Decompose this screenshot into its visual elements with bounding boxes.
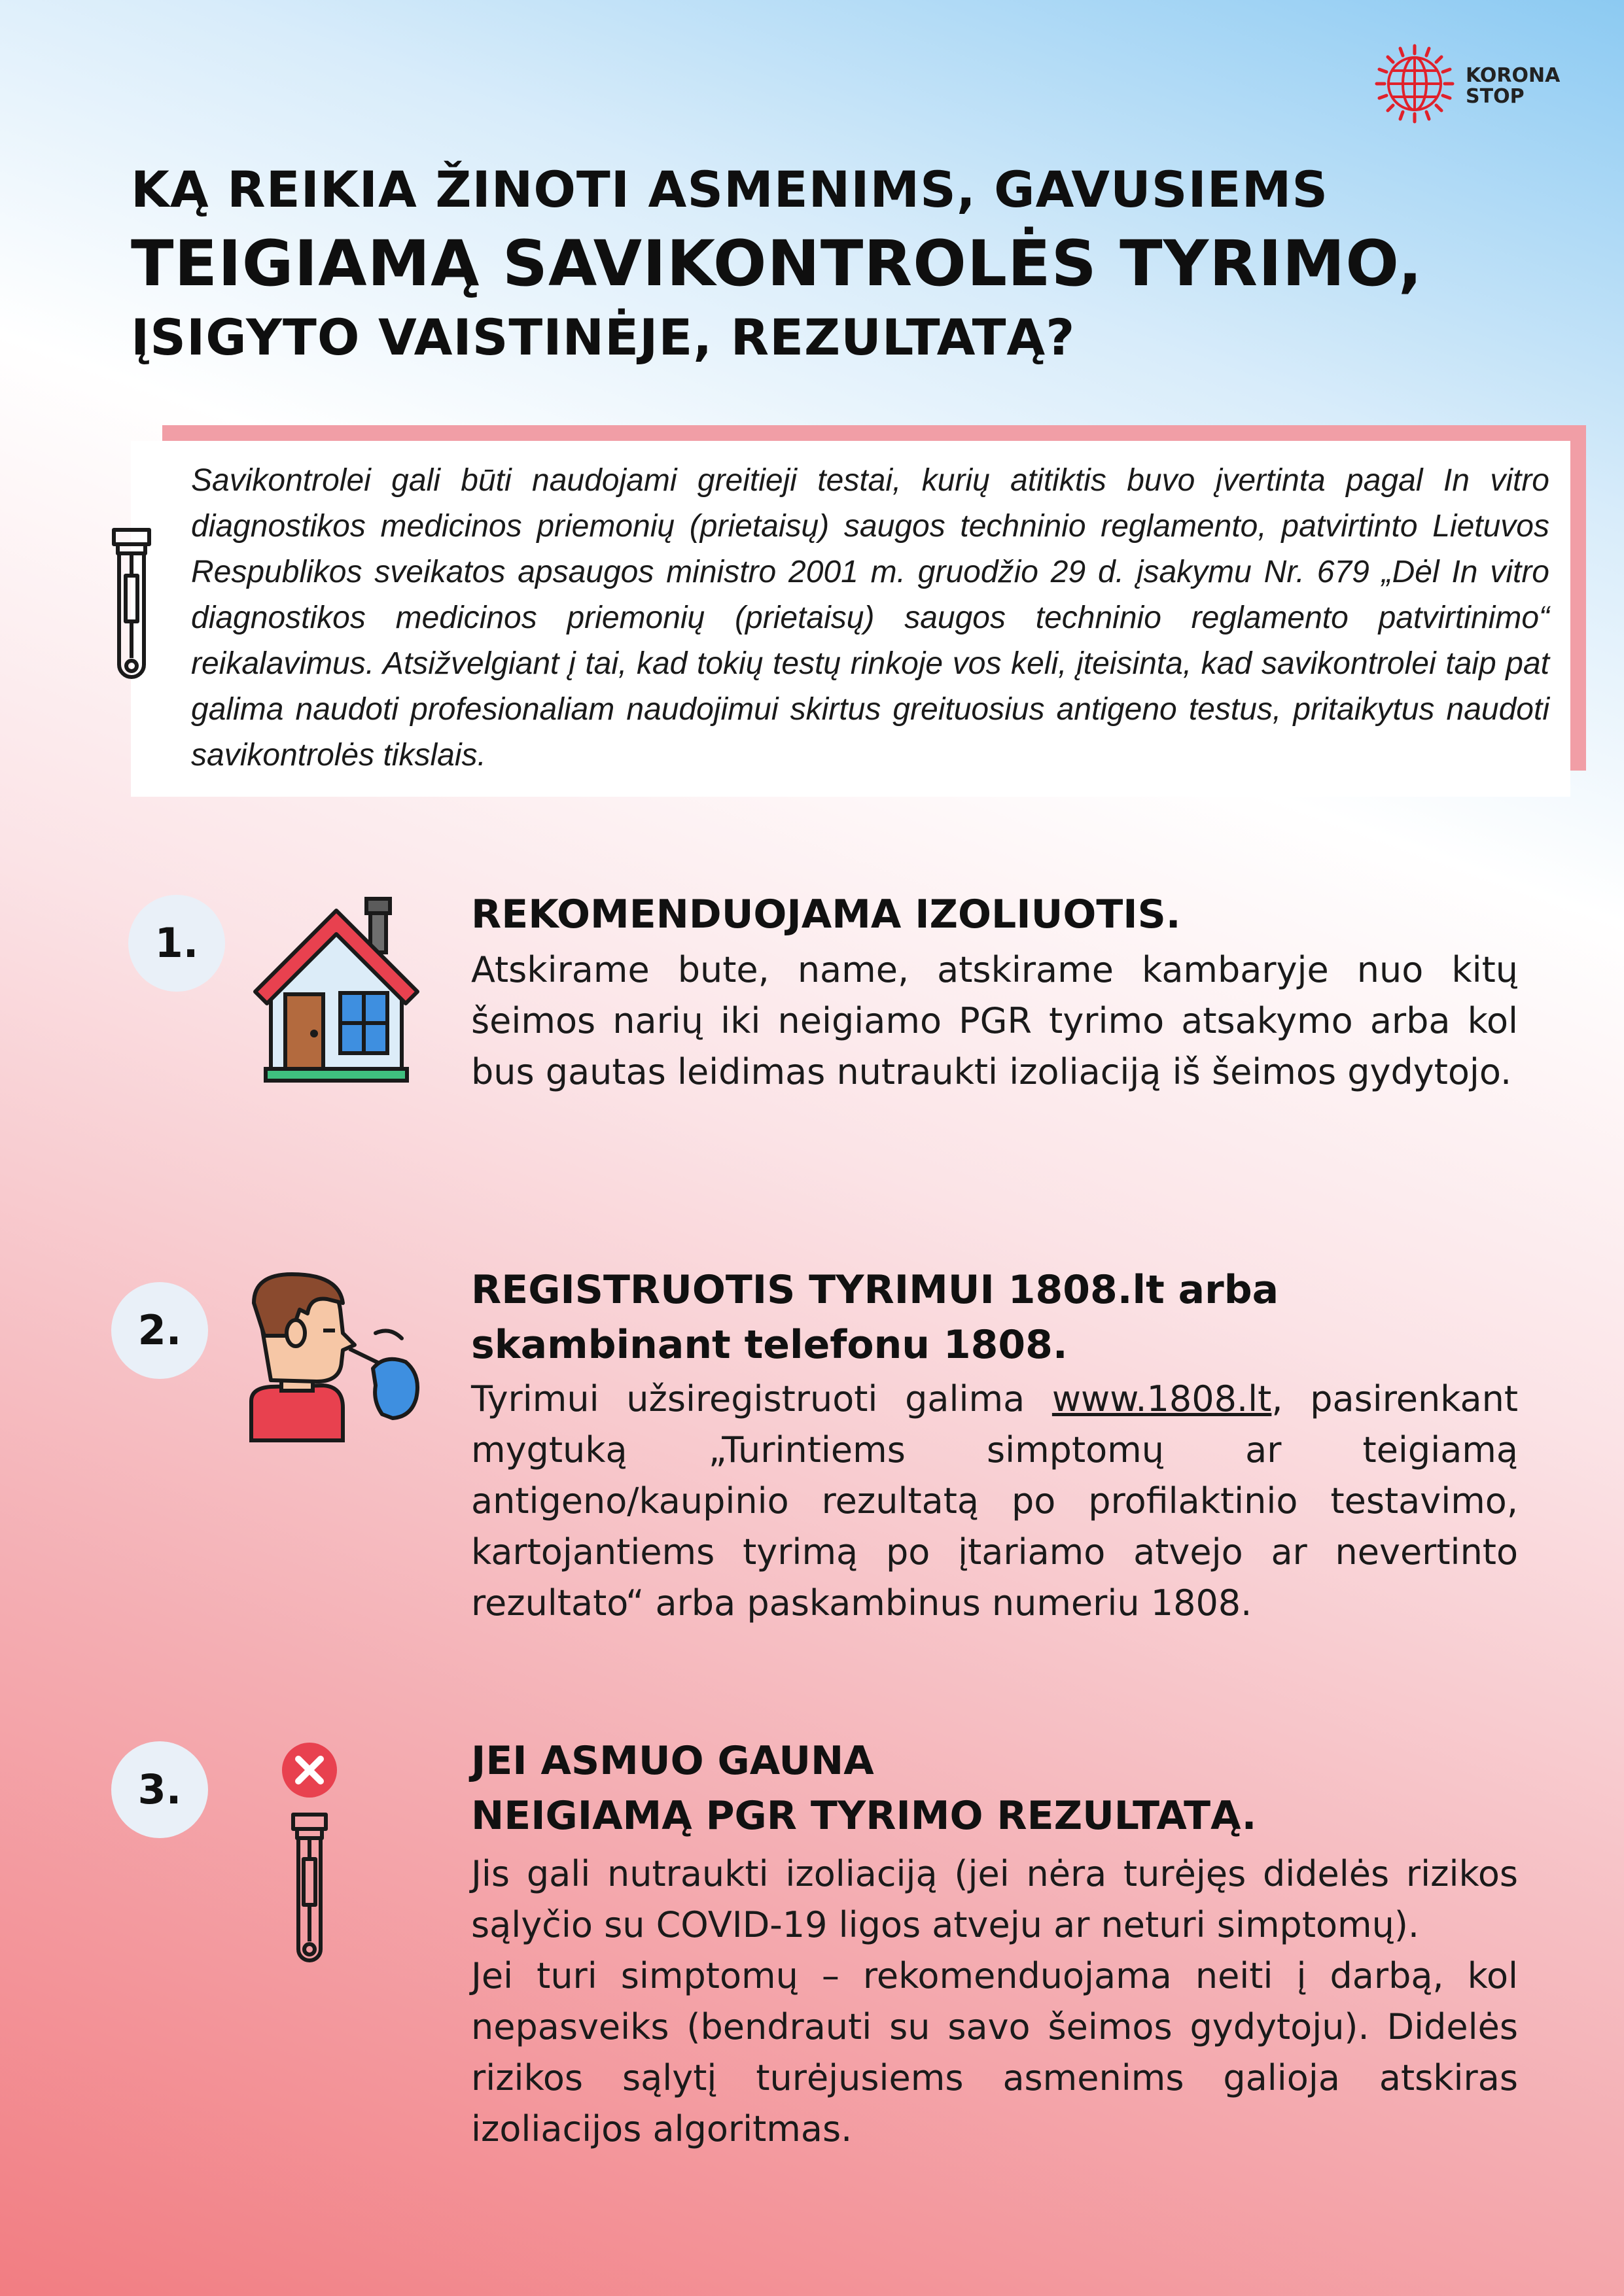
title-line2: TEIGIAMĄ SAVIKONTROLĖS TYRIMO, <box>131 227 1423 300</box>
negative-test-tube-icon <box>280 1741 339 1979</box>
step-2-badge: 2. <box>111 1282 208 1379</box>
step-3-badge: 3. <box>111 1741 208 1838</box>
step-2-text <box>471 1374 1518 1629</box>
info-text: Savikontrolei gali būti naudojami greitieji testai, kurių atitiktis buvo įvertinta pagal In vitro diagnostikos medicinos priemonių (prietaisų) saugos techninio reglamento, patvirtinto Lietuvos Respublikos sveikatos apsaugos ministro 2001 m. gruodžio 29 d. įsakymu Nr. 679 „Dėl In vitro diagnostikos medicinos priemonių (prietaisų) saugos techninio reglamento patvirtinimo“ reikalavimus. Atsižvelgiant į tai, kad tokių testų rinkoje vos keli, įteisinta, kad savikontrolei taip pat galima naudoti profesionaliam naudojimui skirtus greituosius antigeno testus, pritaikytus naudoti savikontrolės tikslais. <box>191 463 1549 773</box>
step-2-text-after: , pasirenkant mygtuką „Turintiems simptomų ar teigiamą antigeno/kaupinio rezultatą po profilaktinio testavimo, kartojantiems tyrimą po įtariamo atvejo ar nevertinto rezultato“ arba paskambinus numeriu 1808. <box>471 1378 1518 1624</box>
page-title <box>131 157 1422 370</box>
nasal-swab-icon <box>245 1270 428 1456</box>
step-3-title-line1: JEI ASMUO GAUNA <box>471 1738 874 1784</box>
house-icon <box>251 895 421 1087</box>
logo-line2: STOP <box>1466 85 1525 108</box>
step-3-paragraph-1: Jis gali nutraukti izoliaciją (jei nėra turėjęs didelės rizikos sąlyčio su COVID-19 ligos atveju ar neturi simptomų). <box>471 1853 1518 1945</box>
step-3-title-line2: NEIGIAMĄ PGR TYRIMO REZULTATĄ. <box>471 1793 1257 1839</box>
test-tube-icon <box>109 527 154 693</box>
logo-text <box>1466 65 1560 107</box>
step-3-paragraph-2: Jei turi simptomų – rekomenduojama neiti į darbą, kol nepasveiks (bendrauti su savo šeimos gydytoju). Didelės rizikos sąlytį turėjusiems asmenims galioja atskiras izoliacijos algoritmas. <box>471 1955 1518 2149</box>
registration-link[interactable]: www.1808.lt <box>1051 1378 1272 1419</box>
step-1-title: REKOMENDUOJAMA IZOLIUOTIS. <box>471 892 1181 937</box>
step-2-title: REGISTRUOTIS TYRIMUI 1808.lt arba skambinant telefonu 1808. <box>471 1267 1279 1368</box>
step-1-badge: 1. <box>128 895 225 992</box>
title-line1: KĄ REIKIA ŽINOTI ASMENIMS, GAVUSIEMS <box>131 160 1329 218</box>
logo-line1: KORONA <box>1466 64 1561 87</box>
step-2-text-before: Tyrimui užsiregistruoti galima <box>471 1378 1052 1419</box>
korona-stop-logo <box>1374 43 1570 128</box>
virus-globe-icon <box>1374 43 1455 124</box>
title-line3: ĮSIGYTO VAISTINĖJE, REZULTATĄ? <box>131 308 1076 366</box>
step-3-text <box>471 1849 1518 2155</box>
step-3-title <box>471 1733 1544 1843</box>
step-1-text: Atskirame bute, name, atskirame kambaryje nuo kitų šeimos narių iki neigiamo PGR tyrimo atsakymo arba kol bus gautas leidimas nutraukti izoliaciją iš šeimos gydytojo. <box>471 949 1518 1092</box>
